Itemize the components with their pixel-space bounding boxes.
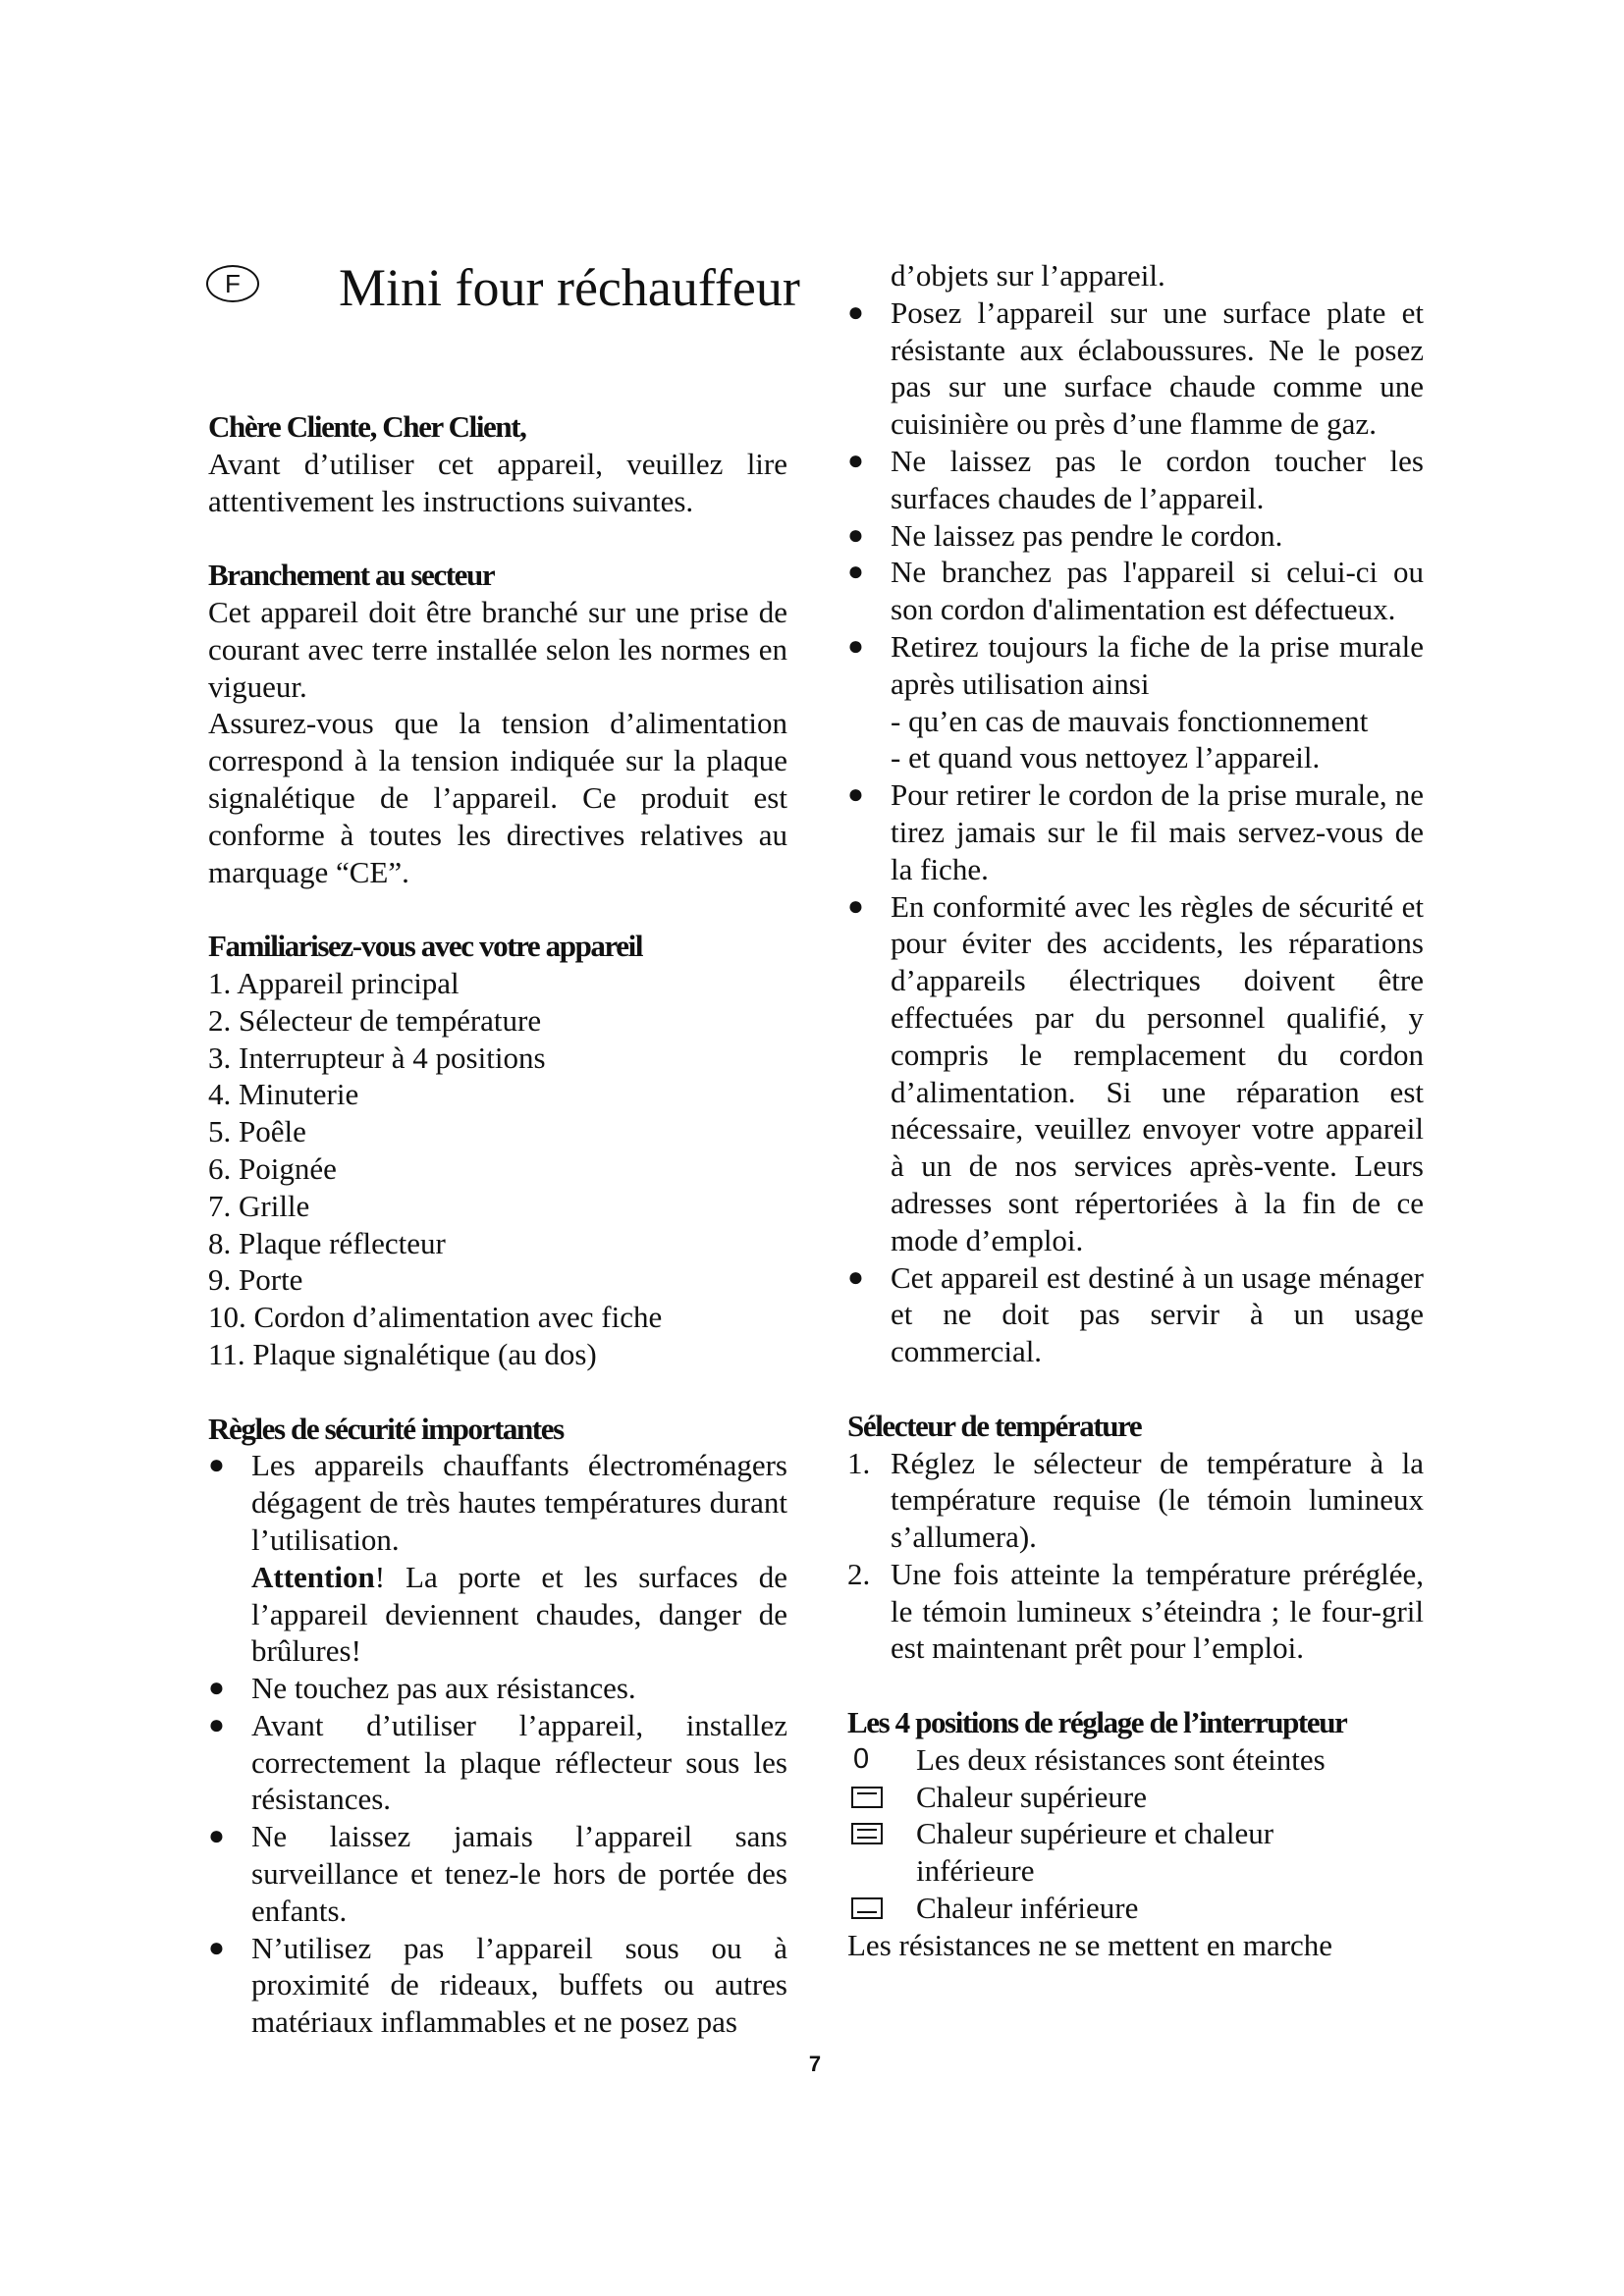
bullet-icon: ● xyxy=(847,779,864,811)
bullet-icon: ● xyxy=(847,890,864,922)
parts-heading: Familiarisez-vous avec votre appareil xyxy=(208,929,643,964)
parts-list xyxy=(208,965,787,1373)
safety-bullet: ● Cet appareil est destiné à un usage ménager et ne doit pas servir à un usage commercial. xyxy=(847,1259,1424,1369)
temperature-heading: Sélecteur de température xyxy=(847,1408,1142,1443)
dash-item: - et quand vous nettoyez l’appareil. xyxy=(891,740,1321,775)
safety-bullet: ● Ne laissez pas pendre le cordon. xyxy=(847,517,1283,553)
temperature-step: 1. Réglez le sélecteur de température à la température requise (le témoin lumineux s’allumera). xyxy=(847,1445,1424,1555)
list-item: 7. Grille xyxy=(208,1188,310,1223)
mains-paragraph-2: Assurez-vous que la tension d’alimentation correspond à la tension indiquée sur la plaque signalétique de l’appareil. Ce produit est conforme à toutes les directives relatives au marquage “CE”. xyxy=(208,706,787,889)
bullet-icon: ● xyxy=(847,445,864,476)
list-item: 5. Poêle xyxy=(208,1114,306,1149)
safety-bullet: ● Retirez toujours la fiche de la prise murale après utilisation ainsi xyxy=(847,628,1424,701)
bullet-icon: ● xyxy=(208,1821,225,1852)
attention-note: Attention! La porte et les surfaces de l’appareil deviennent chaudes, danger de brûlures! xyxy=(251,1559,787,1669)
list-item: 3. Interrupteur à 4 positions xyxy=(208,1040,546,1075)
left-column xyxy=(208,408,787,2041)
switch-position-top-bottom-heat: Chaleur supérieure et chaleur xyxy=(847,1815,1424,1852)
switch-position-off: 0 Les deux résistances sont éteintes xyxy=(853,1741,1326,1777)
list-item: 2. Sélecteur de température xyxy=(208,1002,542,1038)
switch-trailing-text: Les résistances ne se mettent en marche xyxy=(847,1927,1333,1962)
bullet-icon: ● xyxy=(208,1450,225,1481)
bottom-heat-icon xyxy=(851,1897,883,1919)
safety-bullet: ● Ne laissez jamais l’appareil sans surveillance et tenez-le hors de portée des enfants. xyxy=(208,1819,787,1928)
bullet-icon: ● xyxy=(847,1261,864,1293)
safety-bullet: ● Ne touchez pas aux résistances. xyxy=(208,1671,636,1706)
bullet-icon: ● xyxy=(208,1932,225,1963)
off-symbol: 0 xyxy=(853,1742,870,1775)
switch-position-bottom-heat: Chaleur inférieure xyxy=(847,1890,1424,1927)
switch-position-continuation: inférieure xyxy=(916,1853,1035,1889)
list-item: 8. Plaque réflecteur xyxy=(208,1225,446,1260)
list-item: 11. Plaque signalétique (au dos) xyxy=(208,1336,597,1371)
bullet-icon: ● xyxy=(847,519,864,551)
page-header xyxy=(206,253,800,322)
safety-bullet: ● Ne branchez pas l'appareil si celui-ci ou son cordon d'alimentation est défectueux. xyxy=(847,555,1424,627)
safety-bullet: ● Avant d’utiliser l’appareil, installez correctement la plaque réflecteur sous les résistances. xyxy=(208,1707,787,1817)
list-item: 9. Porte xyxy=(208,1262,303,1298)
attention-label: Attention xyxy=(251,1559,375,1594)
page-title: Mini four réchauffeur xyxy=(339,258,800,317)
switch-heading: Les 4 positions de réglage de l’interrupteur xyxy=(847,1705,1347,1740)
right-column xyxy=(847,257,1424,1964)
safety-bullet: ● Les appareils chauffants électroménagers dégagent de très hautes températures durant l’utilisation. xyxy=(208,1448,787,1557)
greeting-heading: Chère Cliente, Cher Client, xyxy=(208,409,526,444)
safety-heading: Règles de sécurité importantes xyxy=(208,1411,564,1446)
bullet-icon: ● xyxy=(847,557,864,588)
list-item: 4. Minuterie xyxy=(208,1077,359,1112)
mains-heading: Branchement au secteur xyxy=(208,558,495,593)
greeting-text: Avant d’utiliser cet appareil, veuillez lire attentivement les instructions suivantes. xyxy=(208,446,787,518)
page-number: 7 xyxy=(808,2052,822,2076)
bullet-icon: ● xyxy=(208,1709,225,1740)
bullet-icon: ● xyxy=(208,1673,225,1704)
dash-item: - qu’en cas de mauvais fonctionnement xyxy=(891,703,1369,738)
temperature-step: 2. Une fois atteinte la température préréglée, le témoin lumineux s’éteindra ; le four-gril est maintenant prêt pour l’emploi. xyxy=(847,1556,1424,1666)
top-bottom-heat-icon xyxy=(851,1823,883,1844)
bullet-icon: ● xyxy=(847,630,864,662)
list-item: 6. Poignée xyxy=(208,1150,337,1186)
top-heat-icon xyxy=(851,1787,883,1808)
safety-bullet: ● Posez l’appareil sur une surface plate et résistante aux éclaboussures. Ne le posez pas sur une surface chaude comme une cuisinière ou près d’une flamme de gaz. xyxy=(847,294,1424,442)
language-badge: F xyxy=(206,265,259,302)
list-item: 10. Cordon d’alimentation avec fiche xyxy=(208,1300,663,1335)
bullet-icon: ● xyxy=(847,296,864,328)
switch-position-top-heat: Chaleur supérieure xyxy=(847,1779,1424,1816)
safety-bullet: ● Ne laissez pas le cordon toucher les surfaces chaudes de l’appareil. xyxy=(847,443,1424,515)
safety-bullet: ● En conformité avec les règles de sécurité et pour éviter des accidents, les réparations d’appareils électriques doivent être effectuées par du personnel qualifié, y compris le remplacement du cordon d’alimentation. Si une réparation est nécessaire, veuillez envoyer votre appareil à un de nos services après-vente. Leurs adresses sont répertoriées à la fin de ce mode d’emploi. xyxy=(847,888,1424,1257)
list-item: 1. Appareil principal xyxy=(208,965,460,1000)
safety-continuation: d’objets sur l’appareil. xyxy=(891,258,1165,293)
mains-paragraph-1: Cet appareil doit être branché sur une prise de courant avec terre installée selon les normes en vigueur. xyxy=(208,594,787,704)
safety-bullet: ● Pour retirer le cordon de la prise murale, ne tirez jamais sur le fil mais servez-vous de la fiche. xyxy=(847,777,1424,886)
safety-bullet: ● N’utilisez pas l’appareil sous ou à proximité de rideaux, buffets ou autres matériaux inflammables et ne posez pas xyxy=(208,1930,787,2040)
